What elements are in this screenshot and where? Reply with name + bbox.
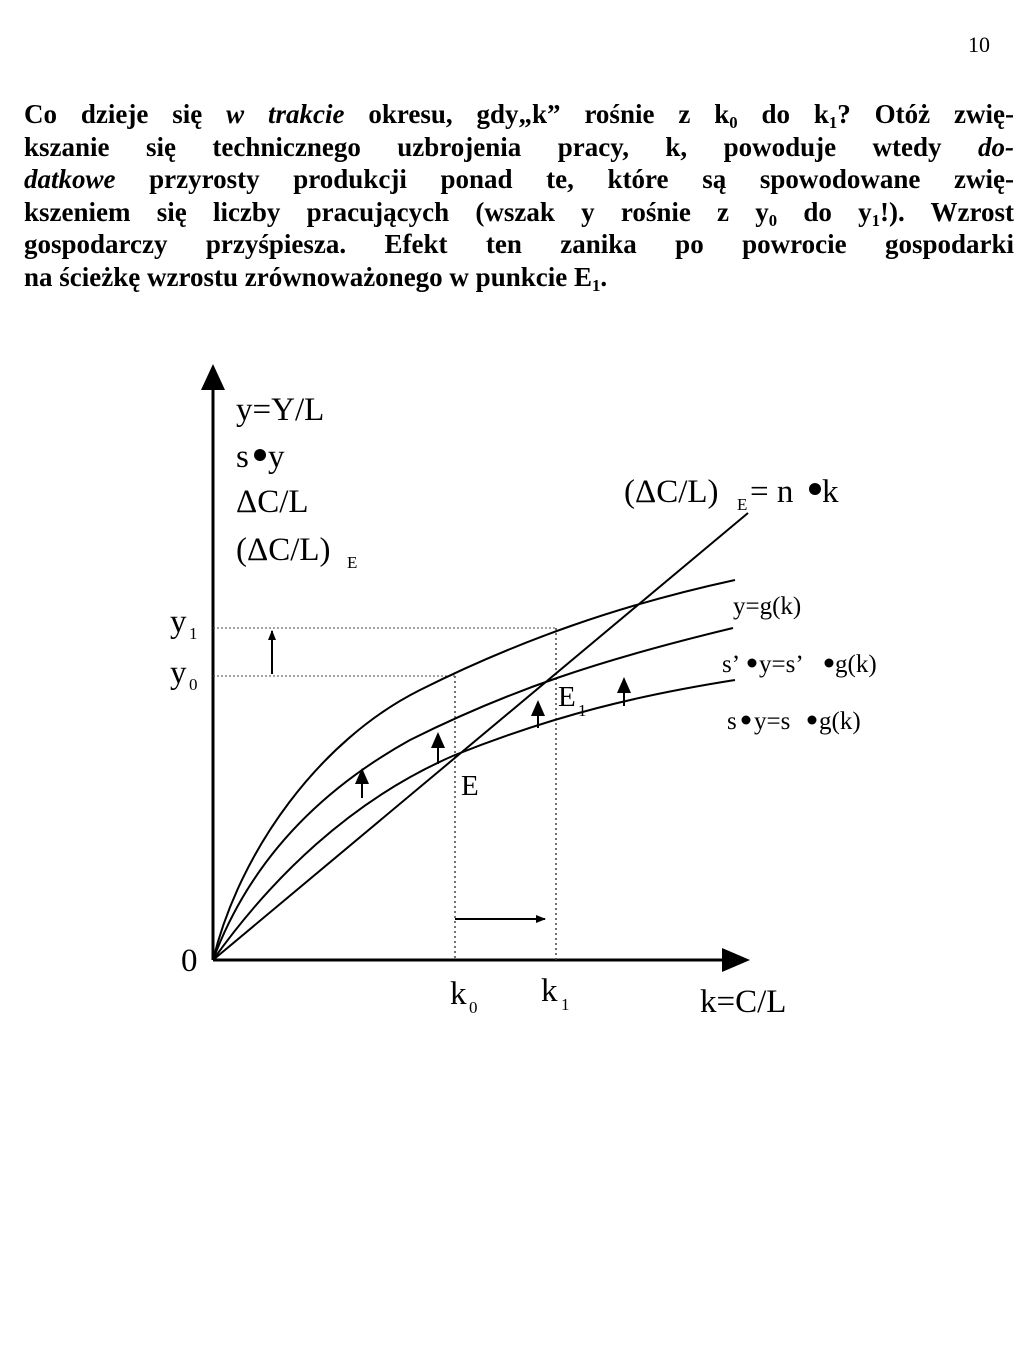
dot-operator-icon (748, 659, 757, 668)
line-n-k-label: (ΔC/L) (624, 474, 719, 510)
paragraph-line: kszeniem się liczby pracujących (wszak y rośnie z $y_0$ do $y_1$!). Wzrost (24, 196, 1014, 230)
paragraph-line: Co dzieje się w trakcie okresu, gdy„k” rośnie z $k_0$ do $k_1$? Otóż zwię- (24, 99, 1014, 133)
line-n-k-label-sub: E (737, 495, 748, 514)
curve-s-label-a: s (727, 708, 737, 735)
y-axis-label-dcl-e: (ΔC/L) (236, 532, 331, 568)
y-axis-arrowhead (201, 364, 225, 390)
point-e-label: E (461, 770, 479, 802)
dot-operator-icon (254, 449, 266, 461)
y-axis-label-y: y=Y/L (236, 392, 325, 428)
k1-label-sub: 1 (561, 995, 570, 1014)
y-axis-label-sy-var: y (268, 439, 285, 475)
line-n-k-label-end: k (822, 474, 839, 510)
curve-s-prime-label-a: s’ (722, 651, 741, 678)
dot-operator-icon (808, 716, 817, 725)
curve-shift-arrowhead-icon (617, 677, 631, 693)
curve-s-label-b: y=s (754, 708, 791, 735)
curve-s-prime-label-c: g(k) (835, 651, 877, 678)
paragraph-line: gospodarczy przyśpiesza. Efekt ten zanika po powrocie gospodarki (24, 229, 1014, 259)
paragraph-line: na ścieżkę wzrostu zrównoważonego w punkcie $E_1$. (24, 261, 608, 295)
line-n-k (213, 513, 748, 960)
dot-operator-icon (825, 659, 834, 668)
dot-operator-icon (742, 716, 751, 725)
curve-shift-arrows (355, 677, 631, 798)
curve-s-label-c: g(k) (819, 708, 861, 735)
point-e1-label-sub: 1 (578, 701, 587, 720)
dot-operator-icon (809, 483, 821, 495)
k0-label: k (450, 976, 467, 1012)
paragraph-line: datkowe przyrosty produkcji ponad te, które są spowodowane zwię- (24, 164, 1014, 194)
curve-s-prime-label-b: y=s’ (759, 651, 804, 678)
x-axis-label: k=C/L (700, 984, 787, 1020)
y-axis-label-dcl: ΔC/L (236, 484, 309, 520)
k0-label-sub: 0 (469, 998, 478, 1017)
x-axis-arrowhead (722, 948, 750, 972)
page-number: 10 (968, 32, 990, 57)
curve-shift-arrowhead-icon (355, 768, 369, 784)
y-axis-label-sy: s (236, 439, 249, 475)
point-e1-label: E (558, 681, 576, 713)
y1-label-sub: 1 (189, 624, 198, 643)
paragraph-line: kszanie się technicznego uzbrojenia pracy, k, powoduje wtedy do- (24, 131, 1014, 162)
k1-label: k (541, 973, 558, 1009)
curve-shift-arrowhead-icon (531, 700, 545, 716)
curve-g-label: y=g(k) (733, 593, 802, 620)
y1-label: y (170, 604, 187, 640)
line-n-k-label-mid: = n (750, 474, 794, 510)
y0-label: y (170, 655, 187, 691)
curve-shift-arrowhead-icon (431, 732, 445, 748)
y0-label-sub: 0 (189, 675, 198, 694)
y-axis-label-dcl-e-sub: E (347, 553, 358, 572)
origin-label: 0 (181, 943, 198, 979)
